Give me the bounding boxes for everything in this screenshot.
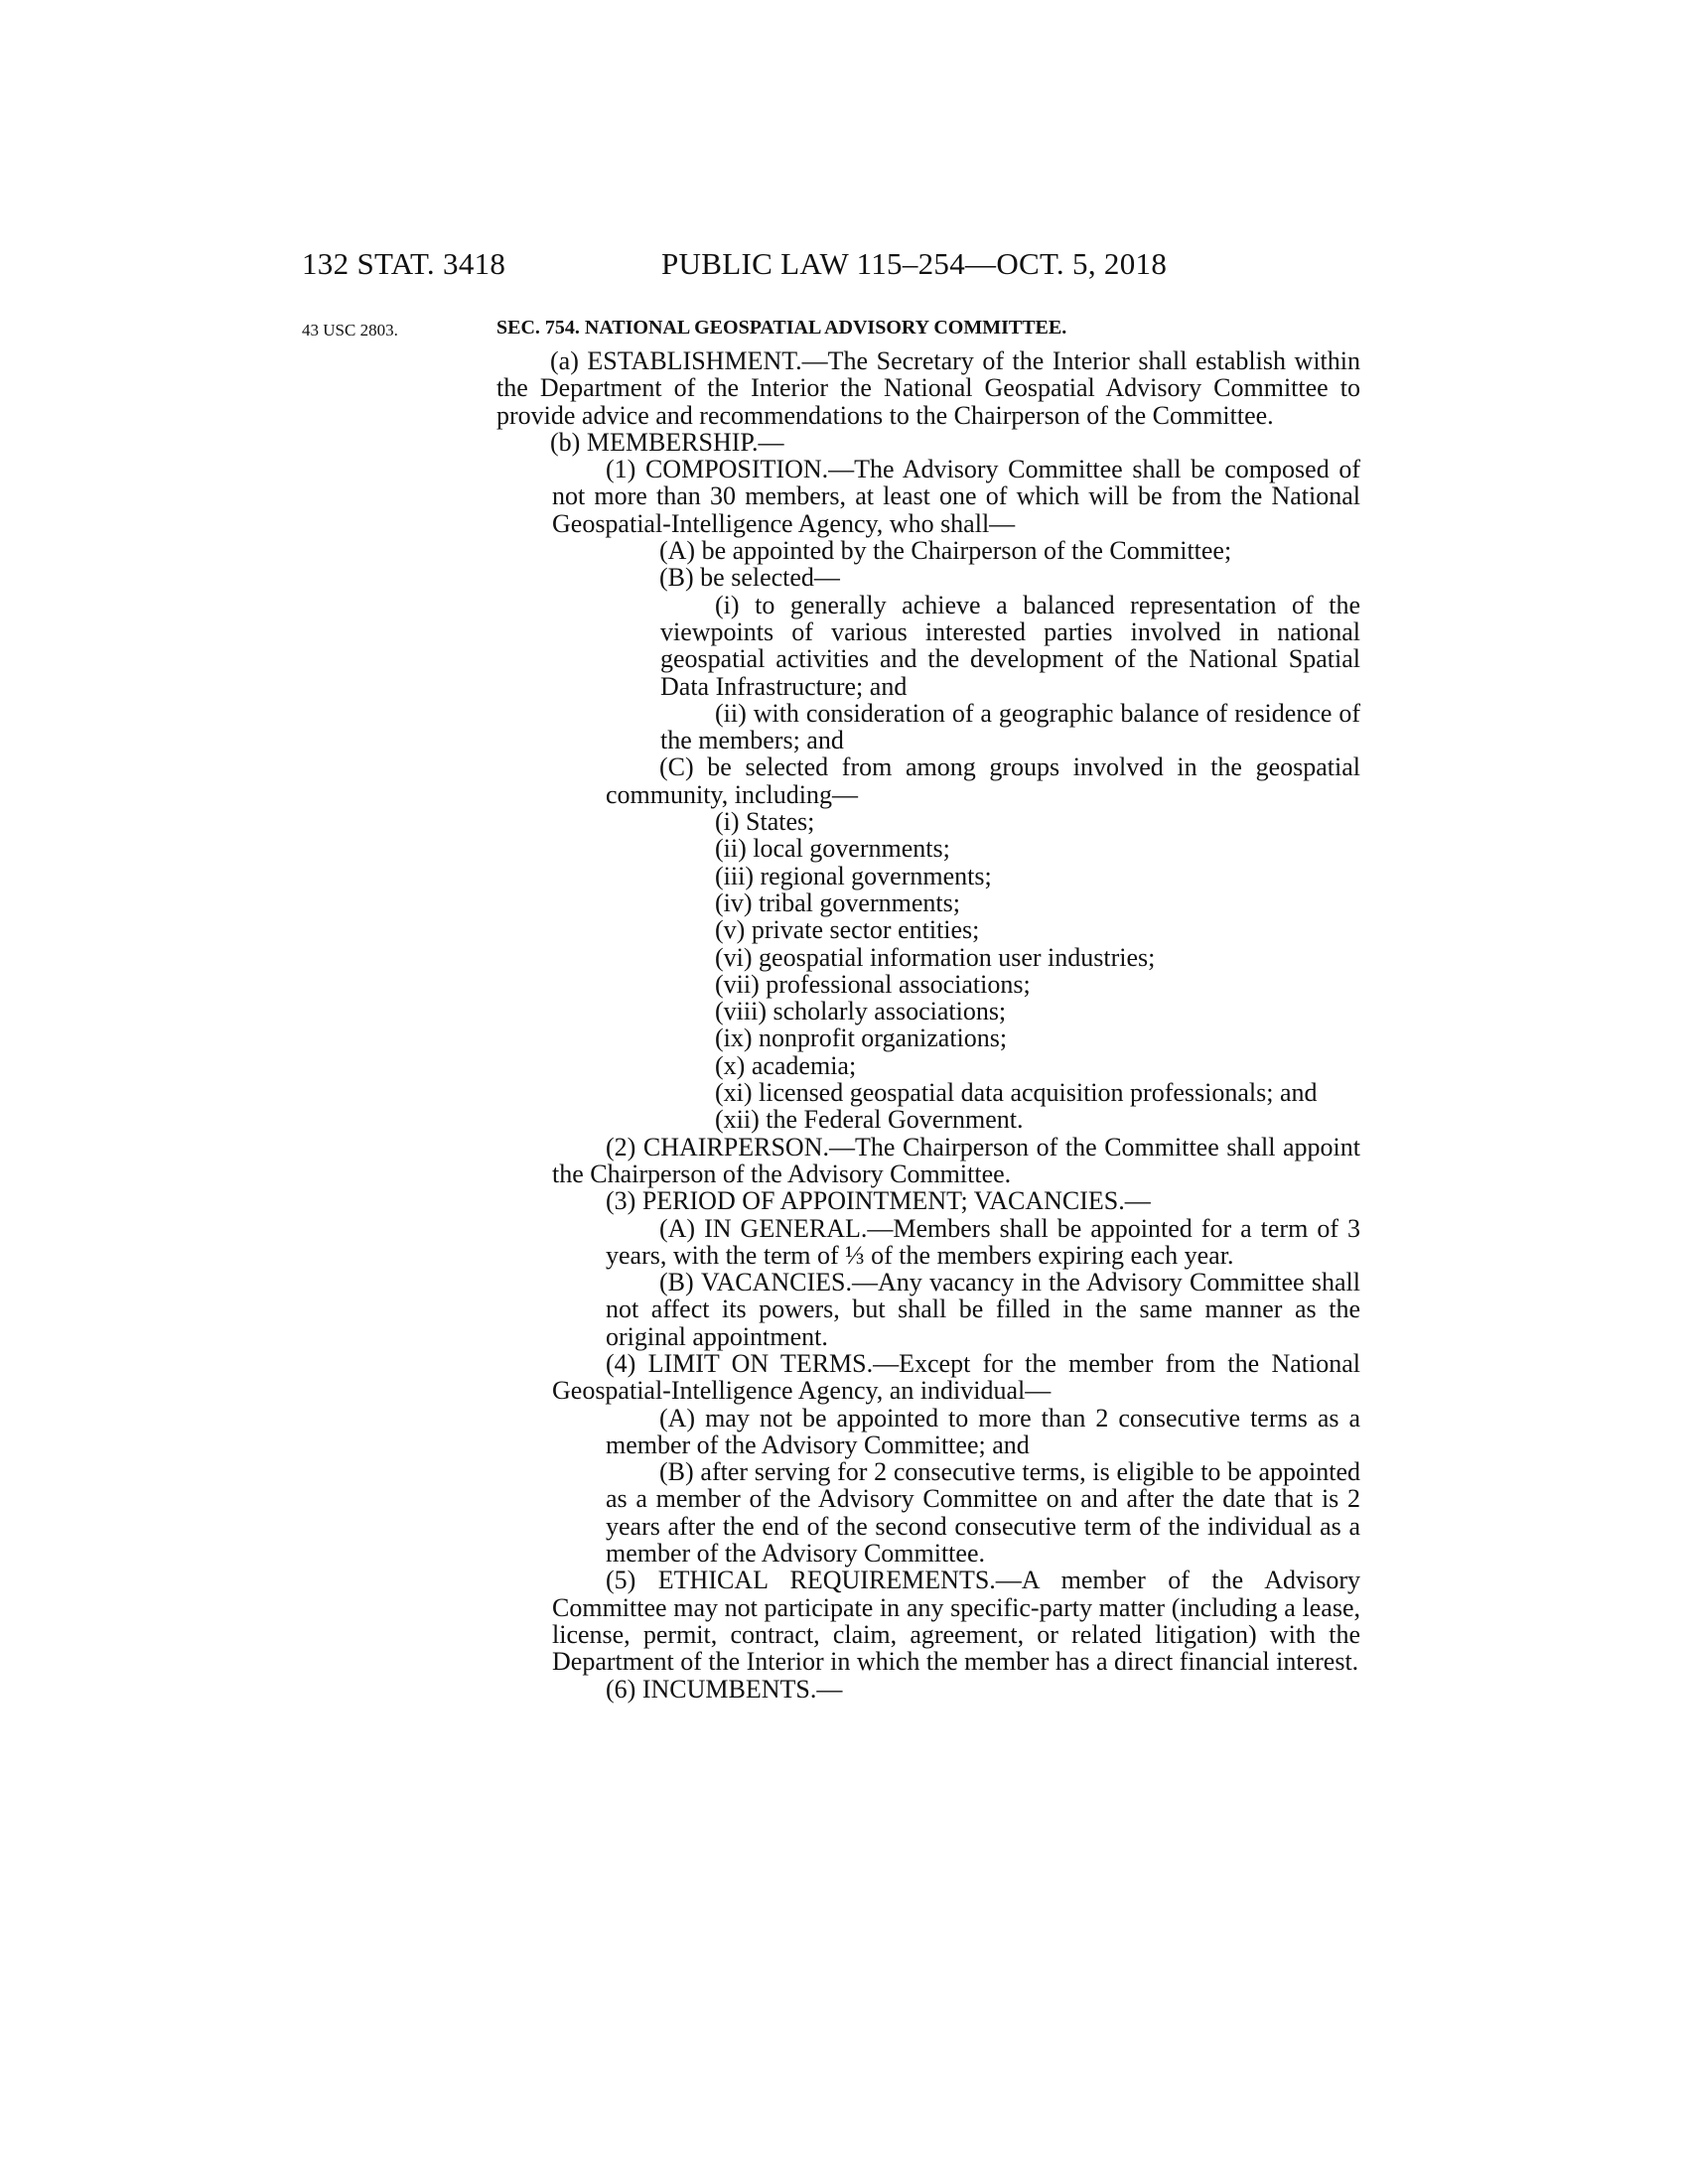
paragraph <box>496 944 1360 971</box>
paragraph <box>496 998 1360 1024</box>
paragraph <box>496 537 1360 564</box>
paragraph <box>496 1405 1360 1459</box>
paragraph <box>496 1187 1360 1214</box>
paragraph-number: (5) <box>606 1566 658 1595</box>
paragraph-text: (xi) licensed geospatial data acquisition professionals; and <box>715 1078 1318 1108</box>
paragraph-text: — <box>816 1674 843 1704</box>
paragraph <box>496 1269 1360 1350</box>
paragraph-number: (2) <box>606 1132 643 1161</box>
paragraph-number: (B) <box>659 1268 702 1297</box>
paragraph-number: (3) <box>606 1186 642 1216</box>
paragraph-text: (xii) the Federal Government. <box>715 1105 1024 1135</box>
paragraph <box>496 1350 1360 1405</box>
paragraph <box>496 808 1360 835</box>
section-title: SEC. 754. NATIONAL GEOSPATIAL ADVISORY COMMITTEE. <box>496 317 1067 339</box>
paragraph-text: (ix) nonprofit organizations; <box>715 1024 1008 1053</box>
paragraph-text: (i) States; <box>715 807 815 837</box>
paragraph-text: (iv) tribal governments; <box>715 887 960 917</box>
paragraph-text: (C) be selected from among groups involved in the geospatial community, including— <box>606 752 1360 809</box>
paragraph-text: (B) be selected— <box>659 563 840 593</box>
paragraph <box>496 347 1360 429</box>
paragraph-text: (A) be appointed by the Chairperson of the Committee; <box>659 536 1232 566</box>
paragraph-heading: COMPOSITION. <box>644 455 829 484</box>
paragraph-heading: PERIOD OF APPOINTMENT; VACANCIES. <box>641 1186 1125 1216</box>
paragraph <box>496 1567 1360 1675</box>
paragraph-number: (6) <box>606 1674 642 1704</box>
paragraph <box>496 916 1360 943</box>
paragraph <box>496 1024 1360 1051</box>
paragraph-heading: CHAIRPERSON. <box>642 1132 829 1161</box>
paragraph <box>496 1458 1360 1567</box>
paragraph-text: (viii) scholarly associations; <box>715 997 1007 1026</box>
paragraph <box>496 835 1360 862</box>
paragraph-text: — <box>1124 1186 1151 1216</box>
paragraph <box>496 1052 1360 1079</box>
paragraph-number: (4) <box>606 1348 648 1378</box>
paragraph <box>496 592 1360 700</box>
margin-citation: 43 USC 2803. <box>302 321 398 340</box>
paragraph-number: (1) <box>606 455 645 484</box>
paragraph-text: (ii) with consideration of a geographic balance of residence of the members; and <box>660 698 1360 755</box>
paragraph-text: —A member of the Advisory Committee may not participate in any specific-party matter (including a lease, license, permit, contract, claim, agreement, or related litigation) with the Department of the Interior in which the member has a direct financial interest. <box>552 1566 1360 1677</box>
paragraph-text: (ii) local governments; <box>715 834 950 864</box>
paragraph <box>496 753 1360 808</box>
paragraph-number: (a) <box>550 346 588 375</box>
paragraph <box>496 429 1360 456</box>
paragraph <box>496 456 1360 537</box>
paragraph-heading: IN GENERAL. <box>704 1213 868 1243</box>
paragraph-text: —The Secretary of the Interior shall establish within the Department of the Interior the National Geospatial Advisory Committee to provide advice and recommendations to the Chairperson of the Committee. <box>496 346 1360 430</box>
section-body <box>496 347 1360 1703</box>
paragraph <box>496 1676 1360 1703</box>
paragraph-text: — <box>758 427 784 457</box>
paragraph-heading: VACANCIES. <box>701 1268 852 1297</box>
paragraph <box>496 1079 1360 1106</box>
paragraph-text: (vi) geospatial information user industries; <box>715 942 1156 972</box>
paragraph-heading: ETHICAL REQUIREMENTS. <box>657 1566 996 1595</box>
paragraph-text: (v) private sector entities; <box>715 915 980 945</box>
paragraph <box>496 1106 1360 1133</box>
paragraph-text: (i) to generally achieve a balanced representation of the viewpoints of various interested parties involved in national geospatial activities and the development of the National Spatial Data Infrastructure; and <box>660 590 1360 701</box>
paragraph-number: (A) <box>659 1213 705 1243</box>
paragraph <box>496 700 1360 754</box>
paragraph <box>496 889 1360 916</box>
stat-page-number: 132 STAT. 3418 <box>302 246 506 281</box>
paragraph-text: (x) academia; <box>715 1050 857 1080</box>
paragraph-heading: ESTABLISHMENT. <box>587 346 802 375</box>
paragraph-text: (vii) professional associations; <box>715 969 1031 999</box>
paragraph-text: (A) may not be appointed to more than 2 consecutive terms as a member of the Advisory Committee; and <box>606 1403 1360 1459</box>
paragraph <box>496 564 1360 591</box>
paragraph-text: —Except for the member from the National Geospatial-Intelligence Agency, an individual— <box>552 1348 1360 1406</box>
paragraph-text: —The Chairperson of the Committee shall appoint the Chairperson of the Advisory Committee. <box>552 1132 1360 1188</box>
paragraph <box>496 1215 1360 1270</box>
paragraph-heading: LIMIT ON TERMS. <box>647 1348 874 1378</box>
paragraph-number: (b) <box>550 427 587 457</box>
paragraph-text: —The Advisory Committee shall be composed of not more than 30 members, at least one of which will be from the National Geospatial-Intelligence Agency, who shall— <box>552 455 1360 538</box>
paragraph-heading: MEMBERSHIP. <box>586 427 759 457</box>
paragraph <box>496 971 1360 998</box>
paragraph-text: —Members shall be appointed for a term of 3 years, with the term of ⅓ of the members expiring each year. <box>606 1213 1360 1270</box>
paragraph-heading: INCUMBENTS. <box>641 1674 817 1704</box>
paragraph <box>496 863 1360 889</box>
paragraph <box>496 1134 1360 1188</box>
paragraph-text: —Any vacancy in the Advisory Committee shall not affect its powers, but shall be filled in the same manner as the original appointment. <box>606 1268 1360 1351</box>
running-head: PUBLIC LAW 115–254—OCT. 5, 2018 <box>661 246 1168 281</box>
paragraph-text: (B) after serving for 2 consecutive terms, is eligible to be appointed as a member of the Advisory Committee on and after the date that is 2 years after the end of the second consecutive term of the individual as a member of the Advisory Committee. <box>606 1457 1360 1569</box>
paragraph-text: (iii) regional governments; <box>715 861 992 890</box>
